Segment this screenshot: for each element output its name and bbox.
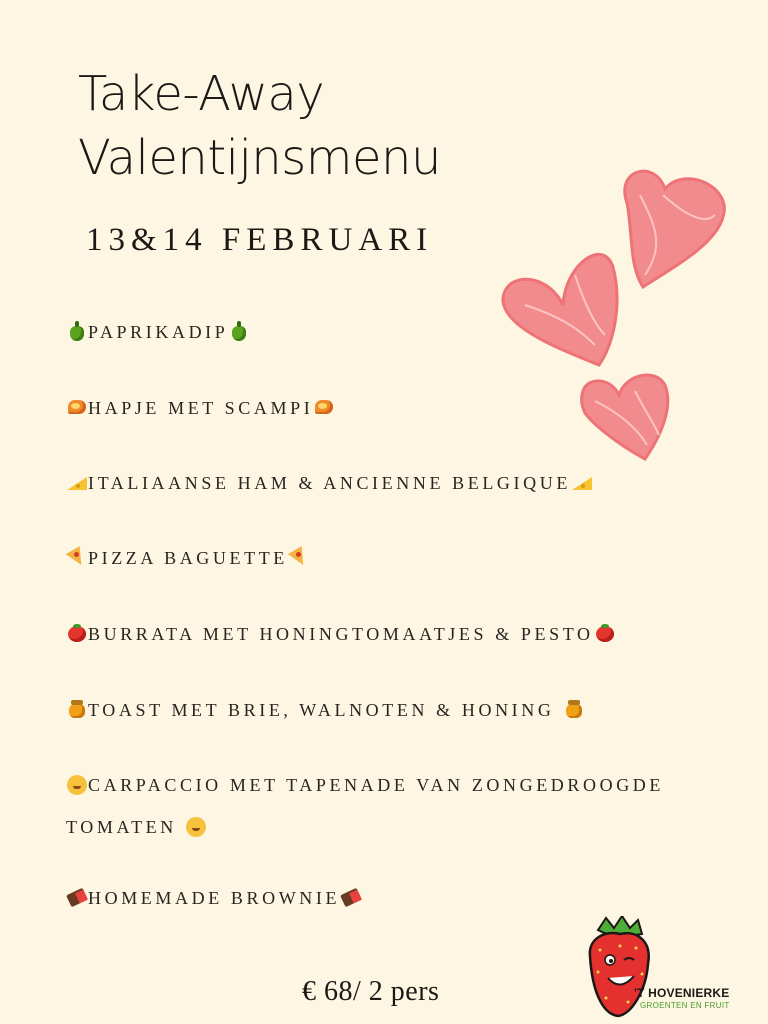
menu-item-text: BURRATA MET HONINGTOMAATJES & PESTO [88,624,594,644]
cheese-icon [571,471,593,493]
menu-title-line-2: Valentijnsmenu [78,130,441,186]
chocolate-bar-icon [66,886,88,908]
cheese-icon [66,471,88,493]
heart-icon [625,171,725,287]
chocolate-bar-icon [340,886,362,908]
pizza-icon [288,546,310,568]
menu-item-text: TOAST MET BRIE, WALNOTEN & HONING [88,700,563,720]
menu-item-text: PAPRIKADIP [88,322,229,342]
menu-item-text: CARPACCIO MET TAPENADE VAN ZONGEDROOGDE TOMATEN [66,775,665,837]
bell-pepper-icon [228,320,250,342]
menu-item-text: ITALIAANSE HAM & ANCIENNE BELGIQUE [88,473,571,493]
menu-item [66,311,756,353]
honey-pot-icon [563,698,585,720]
menu-title [78,62,441,190]
tomato-icon [594,622,616,644]
menu-item-text: HOMEMADE BROWNIE [88,888,341,908]
shop-logo [584,916,730,1020]
shrimp-icon [313,396,335,418]
logo-name: 'T HOVENIERKE [634,986,730,1000]
menu-item-text: HAPJE MET SCAMPI [88,398,314,418]
menu-item [66,877,756,919]
menu-item-text: PIZZA BAGUETTE [88,548,288,568]
honey-pot-icon [66,698,88,720]
menu-item [66,764,756,848]
shrimp-icon [66,396,88,418]
drooling-face-icon [66,773,88,795]
price-label: € 68/ 2 pers [302,976,440,1007]
bell-pepper-icon [66,320,88,342]
menu-date: 13&14 FEBRUARI [86,222,434,258]
logo-tagline: GROENTEN EN FRUIT [640,1001,730,1010]
tomato-icon [66,622,88,644]
menu-item [66,387,756,429]
menu-item [66,613,756,655]
drooling-face-icon [185,815,207,837]
menu-title-line-1: Take-Away [78,66,325,122]
menu-item [66,537,756,579]
menu-item [66,689,756,731]
menu-item [66,462,756,504]
pizza-icon [66,546,88,568]
